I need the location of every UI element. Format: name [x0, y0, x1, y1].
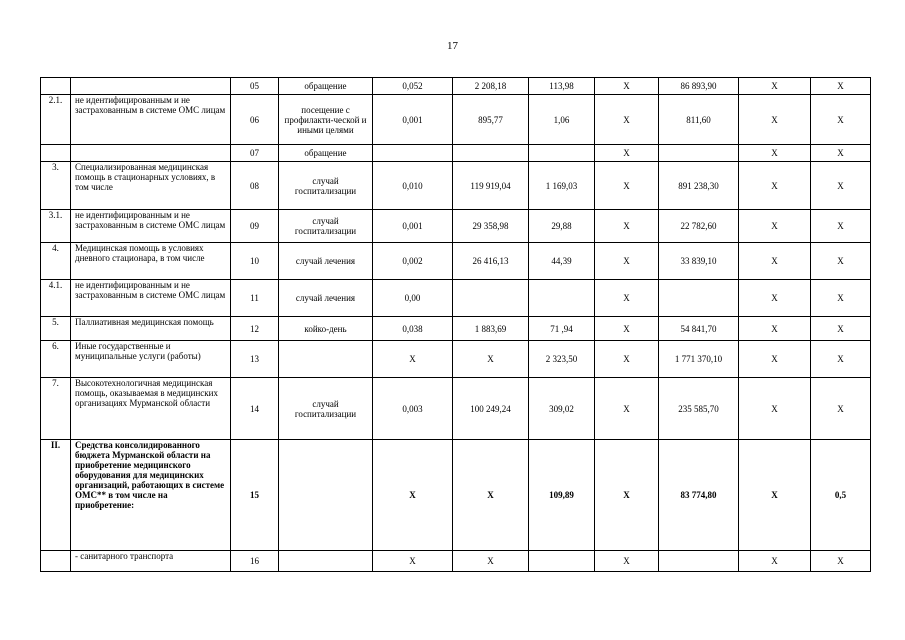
- row-number: II.: [41, 440, 71, 551]
- col-per-capita-oms: Х: [595, 210, 659, 243]
- col-total-oms: Х: [739, 280, 811, 317]
- col-per-capita-budget: [529, 551, 595, 572]
- row-number: 3.: [41, 162, 71, 210]
- col-per-capita-budget: 309,02: [529, 378, 595, 440]
- col-volume-norm: 0,001: [373, 210, 453, 243]
- row-unit: обращение: [279, 145, 373, 162]
- col-volume-norm: 0,001: [373, 95, 453, 145]
- table-row: [41, 280, 871, 317]
- table-row: [41, 210, 871, 243]
- col-share: Х: [811, 317, 871, 341]
- row-number: [41, 551, 71, 572]
- row-unit: койко-день: [279, 317, 373, 341]
- row-unit: случай госпитализации: [279, 378, 373, 440]
- col-per-capita-budget: 44,39: [529, 243, 595, 280]
- row-name: [71, 78, 231, 95]
- table-row: [41, 243, 871, 280]
- col-cost-per-unit: [453, 280, 529, 317]
- col-total-budget: 235 585,70: [659, 378, 739, 440]
- col-per-capita-budget: 109,89: [529, 440, 595, 551]
- col-total-budget: [659, 145, 739, 162]
- col-total-budget: 83 774,80: [659, 440, 739, 551]
- row-unit: случай лечения: [279, 243, 373, 280]
- col-volume-norm: Х: [373, 341, 453, 378]
- row-number: 5.: [41, 317, 71, 341]
- col-volume-norm: 0,002: [373, 243, 453, 280]
- col-total-budget: 811,60: [659, 95, 739, 145]
- col-share: Х: [811, 145, 871, 162]
- col-cost-per-unit: 895,77: [453, 95, 529, 145]
- row-number: 3.1.: [41, 210, 71, 243]
- row-code: 06: [231, 95, 279, 145]
- col-cost-per-unit: Х: [453, 341, 529, 378]
- col-share: Х: [811, 78, 871, 95]
- col-share: Х: [811, 280, 871, 317]
- col-share: Х: [811, 551, 871, 572]
- row-unit: [279, 551, 373, 572]
- row-name: - санитарного транспорта: [71, 551, 231, 572]
- row-code: 09: [231, 210, 279, 243]
- col-per-capita-oms: Х: [595, 95, 659, 145]
- col-cost-per-unit: [453, 145, 529, 162]
- col-volume-norm: 0,052: [373, 78, 453, 95]
- row-name: Высокотехнологичная медицинская помощь, оказываемая в медицинских организациях Мурманской области: [71, 378, 231, 440]
- col-volume-norm: Х: [373, 551, 453, 572]
- col-volume-norm: 0,010: [373, 162, 453, 210]
- col-total-oms: Х: [739, 210, 811, 243]
- row-unit: обращение: [279, 78, 373, 95]
- col-total-oms: Х: [739, 378, 811, 440]
- row-name: не идентифицированным и не застрахованным в системе ОМС лицам: [71, 95, 231, 145]
- row-name: Паллиативная медицинская помощь: [71, 317, 231, 341]
- table-row: [41, 341, 871, 378]
- col-total-budget: [659, 280, 739, 317]
- row-code: 12: [231, 317, 279, 341]
- table-row: [41, 378, 871, 440]
- col-share: Х: [811, 95, 871, 145]
- table-row: [41, 440, 871, 551]
- table-row: [41, 78, 871, 95]
- col-total-oms: Х: [739, 243, 811, 280]
- row-code: 16: [231, 551, 279, 572]
- row-code: 07: [231, 145, 279, 162]
- col-share: Х: [811, 243, 871, 280]
- table-row: [41, 95, 871, 145]
- col-cost-per-unit: Х: [453, 440, 529, 551]
- row-name: [71, 145, 231, 162]
- row-name: не идентифицированным и не застрахованным в системе ОМС лицам: [71, 210, 231, 243]
- col-per-capita-oms: Х: [595, 440, 659, 551]
- row-code: 15: [231, 440, 279, 551]
- row-code: 05: [231, 78, 279, 95]
- col-volume-norm: Х: [373, 440, 453, 551]
- row-number: 7.: [41, 378, 71, 440]
- row-unit: [279, 341, 373, 378]
- row-name: Средства консолидированного бюджета Мурманской области на приобретение медицинского оборудования для медицинских организаций, работающих в системе ОМС** в том числе на приобретение:: [71, 440, 231, 551]
- col-per-capita-oms: Х: [595, 341, 659, 378]
- col-total-budget: 22 782,60: [659, 210, 739, 243]
- col-per-capita-budget: 2 323,50: [529, 341, 595, 378]
- col-per-capita-oms: Х: [595, 145, 659, 162]
- col-per-capita-budget: 71 ,94: [529, 317, 595, 341]
- row-unit: случай лечения: [279, 280, 373, 317]
- col-per-capita-budget: 1 169,03: [529, 162, 595, 210]
- col-total-budget: 86 893,90: [659, 78, 739, 95]
- row-name: Медицинская помощь в условиях дневного стационара, в том числе: [71, 243, 231, 280]
- col-cost-per-unit: 119 919,04: [453, 162, 529, 210]
- col-cost-per-unit: 100 249,24: [453, 378, 529, 440]
- col-total-oms: Х: [739, 440, 811, 551]
- col-cost-per-unit: Х: [453, 551, 529, 572]
- table-row: [41, 317, 871, 341]
- financing-table: [40, 77, 871, 572]
- col-volume-norm: 0,003: [373, 378, 453, 440]
- row-number: [41, 145, 71, 162]
- col-cost-per-unit: 1 883,69: [453, 317, 529, 341]
- col-total-oms: Х: [739, 317, 811, 341]
- col-per-capita-budget: 113,98: [529, 78, 595, 95]
- col-total-budget: [659, 551, 739, 572]
- row-number: 4.1.: [41, 280, 71, 317]
- row-number: 6.: [41, 341, 71, 378]
- page-number: 17: [447, 40, 458, 52]
- col-cost-per-unit: 2 208,18: [453, 78, 529, 95]
- col-per-capita-oms: Х: [595, 378, 659, 440]
- row-code: 08: [231, 162, 279, 210]
- col-total-budget: 54 841,70: [659, 317, 739, 341]
- col-share: Х: [811, 378, 871, 440]
- row-name: Специализированная медицинская помощь в стационарных условиях, в том числе: [71, 162, 231, 210]
- col-share: Х: [811, 341, 871, 378]
- col-total-budget: 891 238,30: [659, 162, 739, 210]
- row-unit: посещение с профилакти-ческой и иными целями: [279, 95, 373, 145]
- col-per-capita-oms: Х: [595, 551, 659, 572]
- col-volume-norm: 0,038: [373, 317, 453, 341]
- row-code: 10: [231, 243, 279, 280]
- row-unit: случай госпитализации: [279, 162, 373, 210]
- col-per-capita-budget: [529, 145, 595, 162]
- col-cost-per-unit: 29 358,98: [453, 210, 529, 243]
- row-code: 14: [231, 378, 279, 440]
- col-per-capita-oms: Х: [595, 317, 659, 341]
- row-code: 11: [231, 280, 279, 317]
- col-per-capita-oms: Х: [595, 243, 659, 280]
- col-cost-per-unit: 26 416,13: [453, 243, 529, 280]
- col-volume-norm: [373, 145, 453, 162]
- row-unit: случай госпитализации: [279, 210, 373, 243]
- col-share: Х: [811, 162, 871, 210]
- col-volume-norm: 0,00: [373, 280, 453, 317]
- col-total-oms: Х: [739, 162, 811, 210]
- row-name: Иные государственные и муниципальные услуги (работы): [71, 341, 231, 378]
- col-total-oms: Х: [739, 341, 811, 378]
- col-per-capita-budget: 29,88: [529, 210, 595, 243]
- table-row: [41, 162, 871, 210]
- col-per-capita-budget: 1,06: [529, 95, 595, 145]
- table-row: [41, 551, 871, 572]
- col-share: 0,5: [811, 440, 871, 551]
- col-per-capita-oms: Х: [595, 280, 659, 317]
- col-per-capita-oms: Х: [595, 162, 659, 210]
- col-share: Х: [811, 210, 871, 243]
- col-per-capita-budget: [529, 280, 595, 317]
- col-total-oms: Х: [739, 78, 811, 95]
- table-row: [41, 145, 871, 162]
- row-number: 2.1.: [41, 95, 71, 145]
- col-total-budget: 1 771 370,10: [659, 341, 739, 378]
- row-unit: [279, 440, 373, 551]
- col-per-capita-oms: Х: [595, 78, 659, 95]
- table-body: [41, 78, 871, 572]
- row-number: [41, 78, 71, 95]
- col-total-oms: Х: [739, 551, 811, 572]
- col-total-budget: 33 839,10: [659, 243, 739, 280]
- row-code: 13: [231, 341, 279, 378]
- row-number: 4.: [41, 243, 71, 280]
- row-name: не идентифицированным и не застрахованным в системе ОМС лицам: [71, 280, 231, 317]
- col-total-oms: Х: [739, 145, 811, 162]
- col-total-oms: Х: [739, 95, 811, 145]
